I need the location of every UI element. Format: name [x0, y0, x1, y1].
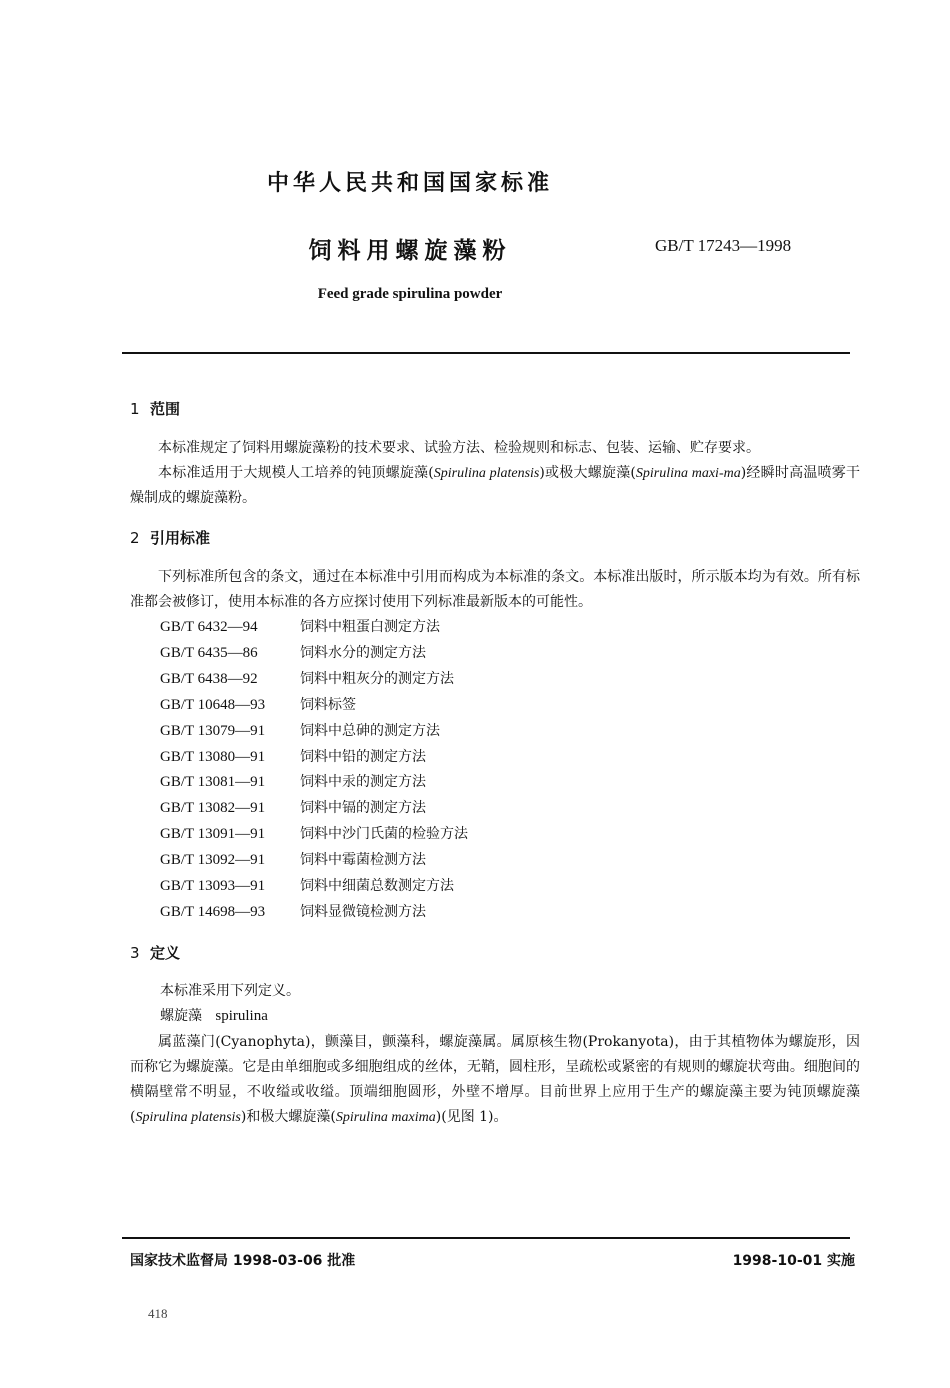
- reference-name: 饲料标签: [300, 696, 356, 713]
- header-rule: [122, 352, 850, 354]
- section-2-paragraph-1: 下列标准所包含的条文，通过在本标准中引用而构成为本标准的条文。本标准出版时，所示版本均为有效。所有标准都会被修订，使用本标准的各方应探讨使用下列标准最新版本的可能性。: [130, 569, 860, 610]
- list-item: [160, 874, 468, 900]
- reference-code: GB/T 6435—86: [160, 644, 258, 661]
- list-item: [160, 719, 468, 745]
- definition-paragraph: [130, 1030, 860, 1130]
- section-1-paragraph-2: [130, 461, 860, 511]
- reference-code: GB/T 13080—91: [160, 748, 266, 765]
- text-run: )经瞬时高温喷雾干燥制成的螺旋藻粉。: [130, 465, 860, 506]
- list-item: [160, 667, 468, 693]
- section-1-paragraph-1: 本标准规定了饲料用螺旋藻粉的技术要求、试验方法、检验规则和标志、包装、运输、贮存要求。: [158, 440, 760, 456]
- reference-code: GB/T 6438—92: [160, 670, 258, 687]
- text-run: 本标准适用于大规模人工培养的钝顶螺旋藻(: [158, 465, 434, 481]
- text-run: 属蓝藻门(Cyanophyta)，颤藻目，颤藻科，螺旋藻属。属原核生物(Prokanyota)，由于其植物体为螺旋形，因而称它为螺旋藻。它是由单细胞或多细胞组成的丝体，无鞘，圆柱形，呈疏松或紧密的有规则的螺旋状弯曲。细胞间的横隔壁常不明显，不收缢或收缢。顶端细胞圆形，外壁不增厚。目前世界上应用于生产的螺旋藻主要为钝顶螺旋藻(: [130, 1034, 860, 1125]
- list-item: [160, 615, 468, 641]
- reference-name: 饲料中总砷的测定方法: [300, 722, 440, 739]
- reference-code: GB/T 13093—91: [160, 878, 266, 895]
- term-entry: [160, 1005, 268, 1025]
- section-title: 引用标准: [150, 529, 211, 547]
- reference-name: 饲料水分的测定方法: [300, 644, 426, 661]
- document-title-en: Feed grade spirulina powder: [317, 286, 503, 302]
- reference-name: 饲料中沙门氏菌的检验方法: [300, 826, 468, 843]
- approval-date: 国家技术监督局 1998-03-06 批准: [130, 1253, 356, 1269]
- reference-name: 饲料中镉的测定方法: [300, 800, 426, 817]
- reference-code: GB/T 6432—94: [160, 619, 258, 635]
- section-2-heading: [130, 527, 210, 548]
- reference-code: GB/T 13091—91: [160, 826, 266, 843]
- list-item: [160, 693, 468, 719]
- reference-code: GB/T 13079—91: [160, 722, 266, 739]
- term-cn: 螺旋藻: [160, 1008, 202, 1024]
- reference-name: 饲料中铅的测定方法: [300, 748, 426, 765]
- species-name: Spirulina maxi-ma: [635, 466, 741, 481]
- document-title-cn: 饲料用螺旋藻粉: [308, 238, 512, 264]
- reference-code: GB/T 13082—91: [160, 800, 266, 817]
- reference-name: 饲料显微镜检测方法: [300, 903, 426, 920]
- text-run: )(见图 1)。: [435, 1109, 508, 1125]
- reference-code: GB/T 13081—91: [160, 774, 266, 791]
- section-1-heading: [130, 398, 180, 419]
- section-number: 3: [130, 944, 140, 962]
- species-name: Spirulina platensis: [135, 1110, 241, 1125]
- list-item: [160, 770, 468, 796]
- species-name: Spirulina platensis: [433, 466, 540, 481]
- reference-name: 饲料中汞的测定方法: [300, 774, 426, 791]
- list-item: [160, 848, 468, 874]
- section-3-intro: 本标准采用下列定义。: [160, 983, 300, 999]
- term-en: spirulina: [215, 1008, 268, 1024]
- reference-name: 饲料中细菌总数测定方法: [300, 878, 454, 895]
- section-title: 定义: [150, 944, 181, 962]
- reference-code: GB/T 13092—91: [160, 852, 266, 869]
- list-item: [160, 745, 468, 771]
- list-item: [160, 796, 468, 822]
- reference-name: 饲料中粗蛋白测定方法: [300, 619, 440, 635]
- reference-code: GB/T 10648—93: [160, 696, 266, 713]
- reference-name: 饲料中霉菌检测方法: [300, 852, 426, 869]
- section-number: 2: [130, 529, 140, 547]
- list-item: [160, 900, 468, 926]
- text-run: )或极大螺旋藻(: [539, 465, 636, 481]
- footer-rule: [122, 1237, 850, 1239]
- text-run: )和极大螺旋藻(: [240, 1109, 336, 1125]
- list-item: [160, 641, 468, 667]
- page-number: 418: [148, 1306, 168, 1321]
- standard-code: GB/T 17243—1998: [655, 236, 792, 255]
- section-3-heading: [130, 942, 180, 963]
- section-title: 范围: [150, 400, 181, 418]
- reference-list: [160, 615, 468, 926]
- reference-name: 饲料中粗灰分的测定方法: [300, 670, 454, 687]
- list-item: [160, 822, 468, 848]
- section-number: 1: [130, 400, 140, 418]
- effective-date: 1998-10-01 实施: [732, 1253, 855, 1269]
- reference-code: GB/T 14698—93: [160, 903, 266, 920]
- species-name: Spirulina maxima: [335, 1110, 436, 1125]
- national-standard-heading: 中华人民共和国国家标准: [266, 171, 553, 196]
